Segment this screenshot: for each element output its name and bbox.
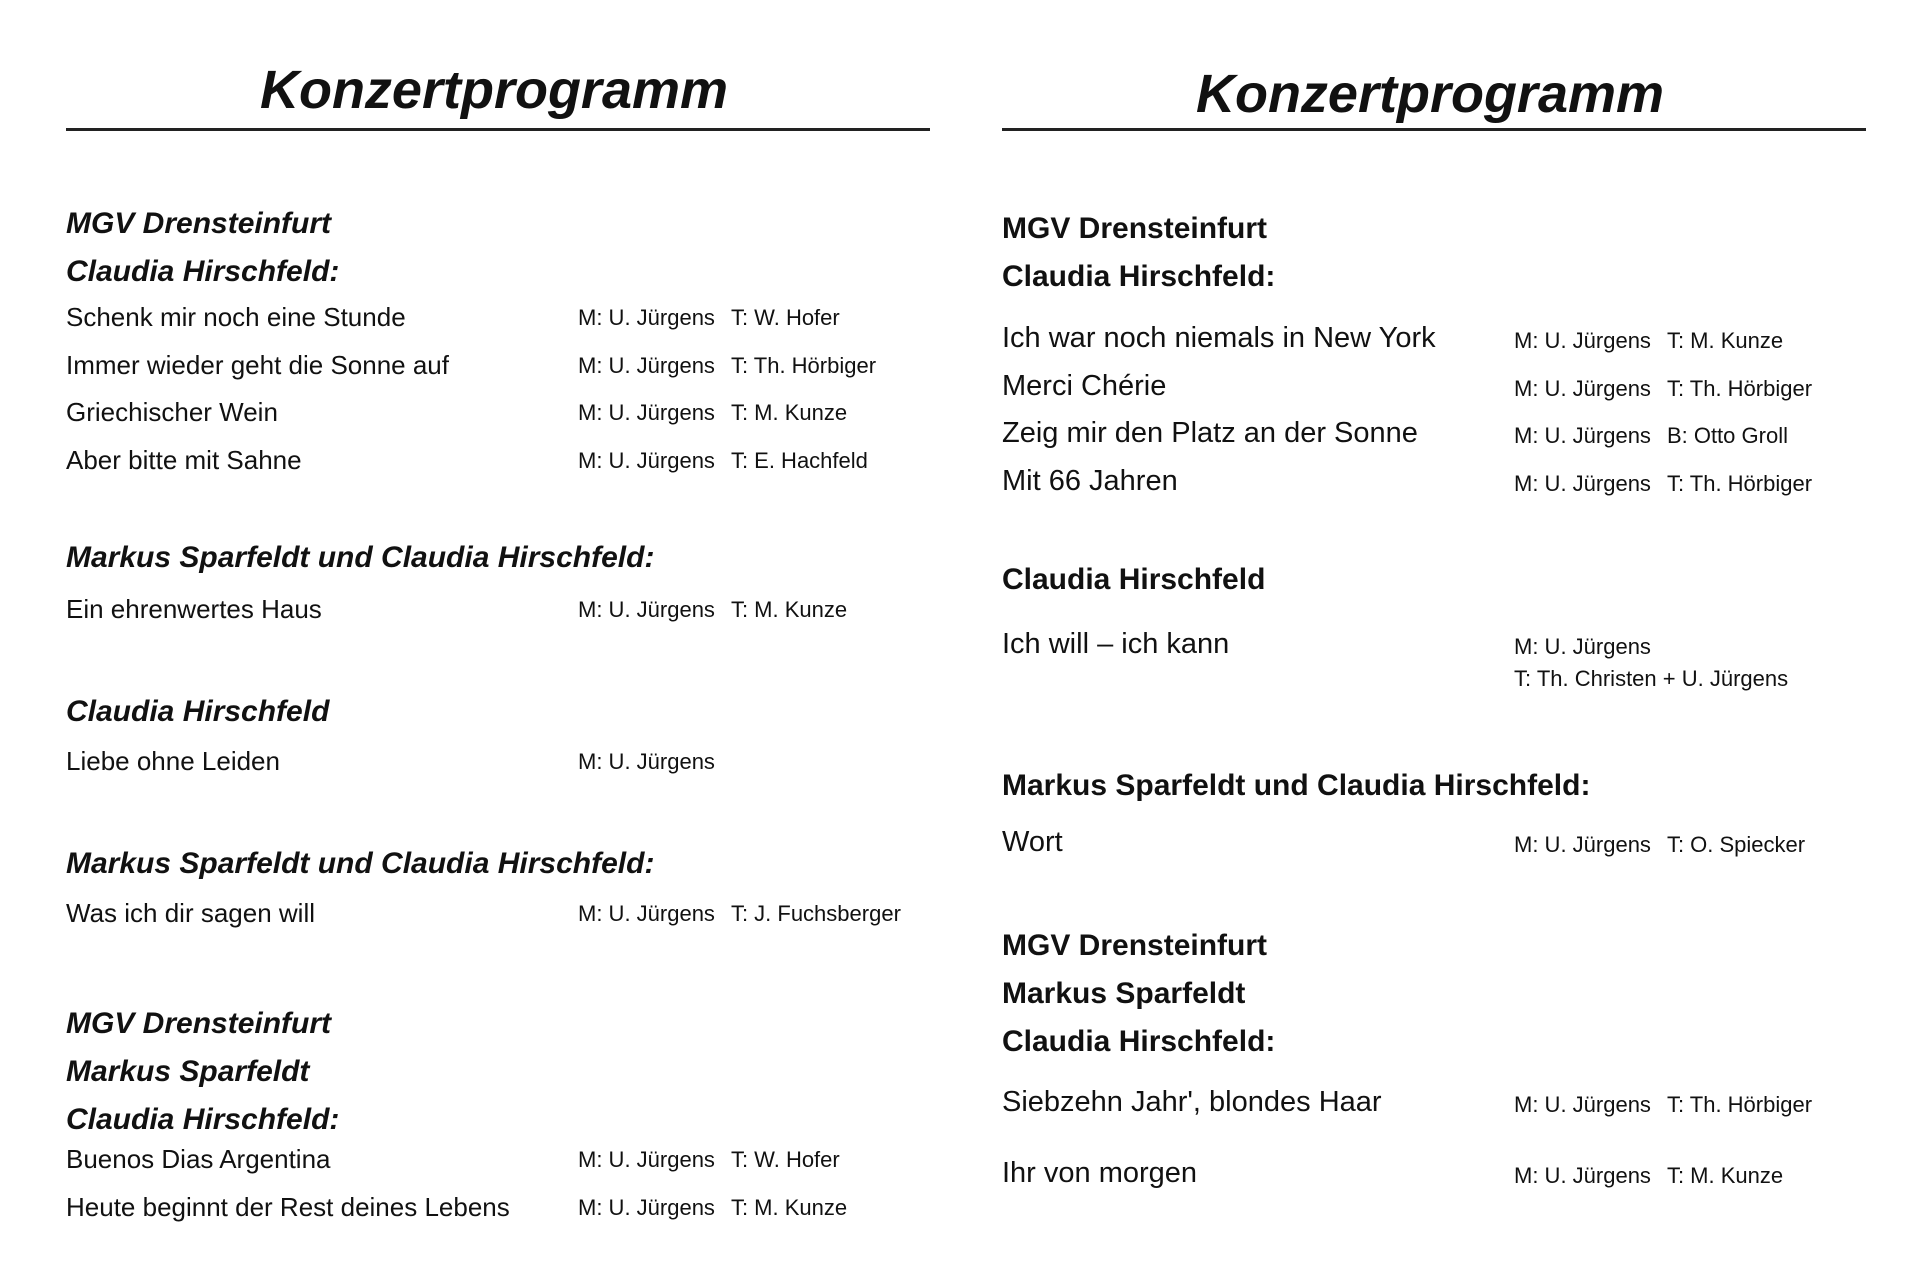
performer-name: MGV Drensteinfurt (66, 1007, 332, 1040)
song-credits (1514, 471, 1828, 497)
music-credit: M: U. Jürgens (1514, 1163, 1651, 1188)
performer-name: Claudia Hirschfeld (66, 695, 330, 728)
performer-name: Markus Sparfeldt (66, 1055, 310, 1088)
lyrics-credit: T: M. Kunze (730, 400, 848, 425)
song-credits (1514, 376, 1828, 402)
lyrics-credit: T: M. Kunze (1666, 328, 1784, 353)
song-title: Immer wieder geht die Sonne auf (66, 349, 449, 380)
music-credit: M: U. Jürgens (1514, 634, 1651, 659)
song-title: Ein ehrenwertes Haus (66, 594, 322, 624)
performer-name: MGV Drensteinfurt (66, 207, 332, 240)
song-title: Zeig mir den Platz an der Sonne (1002, 417, 1418, 449)
song-title: Siebzehn Jahr', blondes Haar (1002, 1086, 1382, 1118)
song-credits (578, 1147, 856, 1173)
song-credits (578, 448, 884, 474)
performer-group (66, 1000, 339, 1144)
performer-group (1002, 205, 1275, 301)
song-credits (578, 400, 863, 426)
lyrics-credit: T: Th. Hörbiger (1666, 375, 1813, 401)
performer-group (66, 688, 329, 736)
music-credit: M: U. Jürgens (1514, 375, 1651, 401)
song-title: Aber bitte mit Sahne (66, 444, 302, 475)
song-title: Ihr von morgen (1002, 1157, 1198, 1189)
music-credit: M: U. Jürgens (578, 447, 715, 473)
performer-group (66, 840, 654, 888)
performer-group (1002, 556, 1265, 604)
lyrics-credit: T: J. Fuchsberger (730, 901, 901, 926)
performer-name: Markus Sparfeldt und Claudia Hirschfeld: (66, 541, 655, 574)
performer-name: Markus Sparfeldt und Claudia Hirschfeld: (66, 847, 655, 880)
music-credit: M: U. Jürgens (1514, 423, 1651, 448)
music-credit: M: U. Jürgens (578, 352, 715, 378)
song-title: Ich will – ich kann (1002, 628, 1230, 660)
song-title: Schenk mir noch eine Stunde (66, 302, 406, 332)
page-title: Konzertprogramm (1195, 64, 1665, 124)
lyrics-credit: T: Th. Christen + U. Jürgens (1514, 666, 1789, 691)
lyrics-credit: T: Th. Hörbiger (1666, 1092, 1813, 1117)
song-title: Was ich dir sagen will (66, 898, 316, 928)
song-title: Merci Chérie (1002, 369, 1167, 402)
title-rule (66, 128, 930, 131)
music-credit: M: U. Jürgens (1514, 832, 1651, 857)
lyrics-credit: T: O. Spiecker (1666, 832, 1806, 857)
song-credits (1514, 634, 1667, 660)
song-title: Ich war noch niemals in New York (1002, 322, 1436, 354)
lyrics-credit: T: M. Kunze (1666, 1163, 1784, 1188)
performer-group (66, 200, 339, 296)
page-title: Konzertprogramm (259, 60, 729, 120)
performer-name: MGV Drensteinfurt (1002, 212, 1268, 245)
lyrics-credit: T: W. Hofer (730, 305, 840, 330)
song-credits (578, 353, 892, 379)
lyrics-credit: T: W. Hofer (730, 1147, 840, 1172)
song-title: Wort (1002, 826, 1063, 858)
music-credit: M: U. Jürgens (578, 305, 715, 330)
performer-group (1002, 762, 1590, 810)
lyrics-credit: B: Otto Groll (1666, 423, 1788, 448)
lyrics-credit: T: M. Kunze (730, 1194, 848, 1220)
song-credits (578, 1195, 863, 1221)
performer-name: Markus Sparfeldt (1002, 977, 1246, 1010)
song-credits (1514, 832, 1821, 858)
song-credits (578, 597, 863, 623)
song-title: Buenos Dias Argentina (66, 1144, 331, 1174)
song-title: Mit 66 Jahren (1002, 464, 1178, 497)
song-title: Griechischer Wein (66, 397, 278, 427)
song-credits (578, 901, 917, 927)
music-credit: M: U. Jürgens (578, 901, 715, 926)
performer-group (66, 534, 654, 582)
lyrics-credit: T: E. Hachfeld (730, 447, 868, 473)
performer-name: Claudia Hirschfeld: (1002, 1025, 1276, 1058)
performer-name: Claudia Hirschfeld: (1002, 260, 1276, 293)
program-page-right (960, 0, 1920, 1278)
performer-name: MGV Drensteinfurt (1002, 929, 1268, 962)
music-credit: M: U. Jürgens (1514, 1092, 1651, 1117)
music-credit: M: U. Jürgens (578, 1147, 715, 1172)
music-credit: M: U. Jürgens (578, 400, 715, 425)
title-rule (1002, 128, 1866, 131)
song-credits (578, 749, 731, 775)
song-credits (578, 305, 856, 331)
performer-name: Markus Sparfeldt und Claudia Hirschfeld: (1002, 769, 1591, 802)
music-credit: M: U. Jürgens (1514, 470, 1651, 496)
song-credits (1514, 423, 1804, 449)
song-title: Heute beginnt der Rest deines Lebens (66, 1191, 510, 1222)
music-credit: M: U. Jürgens (1514, 328, 1651, 353)
music-credit: M: U. Jürgens (578, 597, 715, 622)
song-credits (1514, 328, 1799, 354)
music-credit: M: U. Jürgens (578, 749, 715, 774)
performer-name: Claudia Hirschfeld: (66, 1103, 340, 1136)
performer-name: Claudia Hirschfeld: (66, 255, 340, 288)
performer-name: Claudia Hirschfeld (1002, 563, 1266, 596)
lyrics-credit: T: Th. Hörbiger (730, 352, 877, 378)
song-credits (1514, 1092, 1828, 1118)
song-credits (1514, 1163, 1799, 1189)
song-title: Liebe ohne Leiden (66, 746, 280, 776)
music-credit: M: U. Jürgens (578, 1194, 715, 1220)
lyrics-credit: T: M. Kunze (730, 597, 848, 622)
performer-group (1002, 922, 1275, 1066)
lyrics-credit: T: Th. Hörbiger (1666, 470, 1813, 496)
